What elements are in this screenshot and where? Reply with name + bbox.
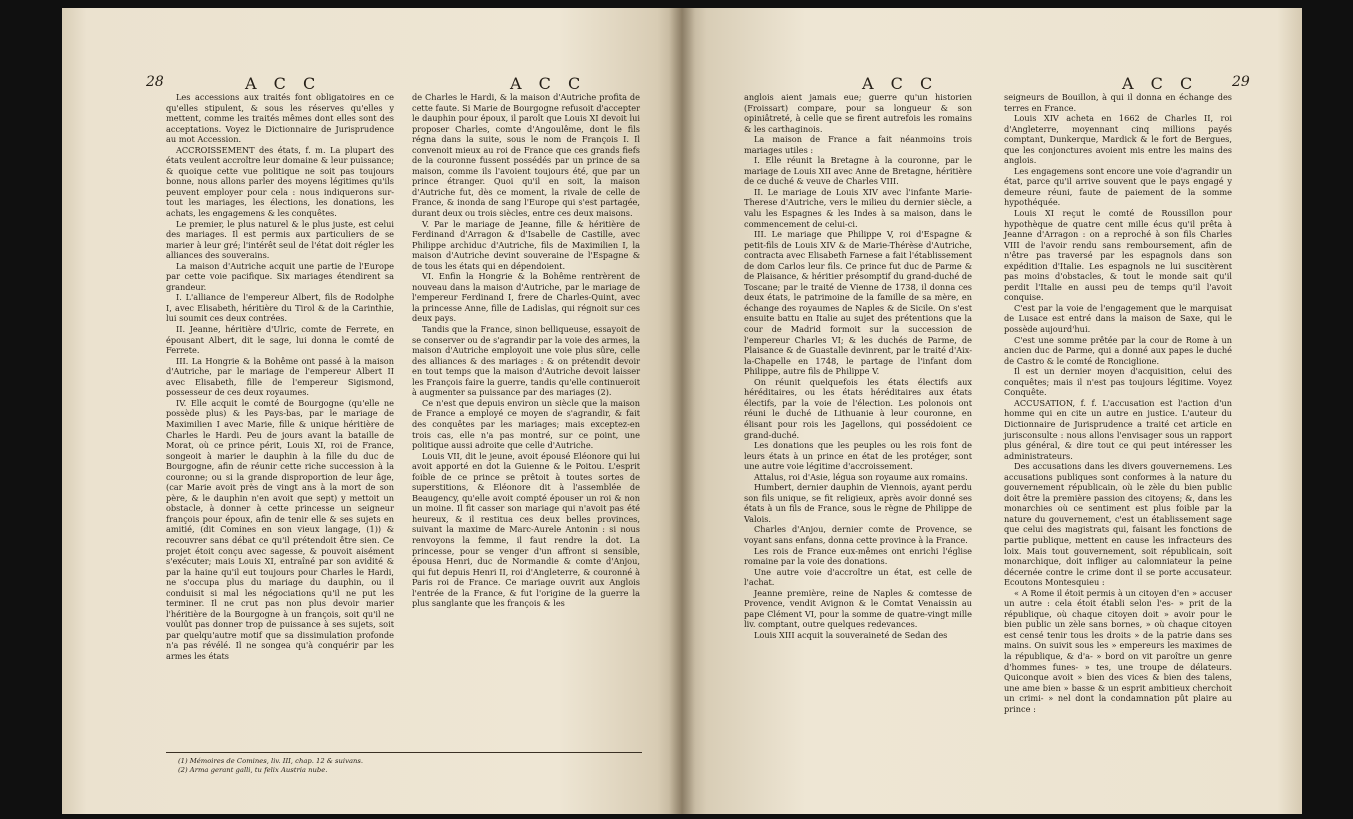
paragraph: « A Rome il étoit permis à un citoyen d'en » accuser un autre : cela étoit établi selon l'es- » prit de la république, où chaque citoyen doit » avoir pour le bien public un zèle sans bornes, » où chaque citoyen est censé tenir tous les droits » de la patrie dans ses mains. On suivit sous les » empereurs les maximes de la république, & d'a- » bord on vit paroître un genre d'hommes funes- » tes, une troupe de délateurs. Quiconque avoit » bien des vices & bien des talens, une ame bien » basse & un esprit ambitieux cherchoit un crimi- » nel dont la condamnation pût plaire au prince : <box>1004 587 1232 714</box>
paragraph: III. Le mariage que Philippe V, roi d'Espagne & petit-fils de Louis XIV & de Marie-Thérèse d'Autriche, contracta avec Elisabeth Farnese a fait l'établissement de dom Carlos leur fils. Ce prince fut duc de Parme & de Plaisance, & héritier présomptif du grand-duché de Toscane; par le traité de Vienne de 1738, il donna ces deux états, le patrimoine de la famille de sa mère, en échange des royaumes de Naples & de Sicile. On s'est ensuite battu en Italie au sujet des prétentions que la cour de Madrid formoit sur la succession de l'empereur Charles VI; & les duchés de Parme, de Plaisance & de Guastalle devinrent, par le traité d'Aix-la-Chapelle en 1748, le partage de l'infant dom Philippe, autre fils de Philippe V. <box>744 229 972 377</box>
page-number-left: 28 <box>146 74 164 90</box>
page-number-right: 29 <box>1232 74 1250 90</box>
paragraph: anglois aient jamais eue; guerre qu'un historien (Froissart) compare, pour sa longueur & son opiniâtreté, à celle que se firent autrefois les romains & les carthaginois. <box>744 92 972 134</box>
footnote: (2) Arma gerant galli, tu felix Austria nube. <box>178 766 328 774</box>
paragraph: On réunit quelquefois les états électifs aux héréditaires, ou les états héréditaires aux états électifs, par la voie de l'élection. Les polonois ont réuni le duché de Lithuanie à leur couronne, en élisant pour rois les Jagellons, qui possédoient ce grand-duché. <box>744 376 972 440</box>
right-page-column-1 <box>744 92 972 640</box>
paragraph: III. La Hongrie & la Bohême ont passé à la maison d'Autriche, par le mariage de l'empereur Albert II avec Elisabeth, fille de l'empereur Sigismond, possesseur de ces deux royaumes. <box>166 355 394 398</box>
paragraph: Le premier, le plus naturel & le plus juste, est celui des mariages. Il est permis aux particuliers de se marier à leur gré; l'intérêt seul de l'état doit régler les alliances des souverains. <box>166 218 394 261</box>
paragraph: Louis XI reçut le comté de Roussillon pour hypothèque de quatre cent mille écus qu'il prêta à Jeanne d'Arragon : on a reproché à son fils Charles VIII de l'avoir rendu sans remboursement, afin de n'être pas traversé par les espagnols dans son expédition d'Italie. Les espagnols ne lui suscitèrent pas moins d'obstacles, & tout le monde sait qu'il perdit l'Italie en aussi peu de temps qu'il l'avoit conquise. <box>1004 208 1232 303</box>
paragraph: Charles d'Anjou, dernier comte de Provence, se voyant sans enfans, donna cette province à la France. <box>744 524 972 545</box>
paragraph: La maison de France a fait néanmoins trois mariages utiles : <box>744 134 972 155</box>
left-header-left: A C C <box>245 74 322 93</box>
paragraph: ACCUSATION, f. f. L'accusation est l'action d'un homme qui en cite un autre en justice. L'auteur du Dictionnaire de Jurisprudence a traité cet article en jurisconsulte : nous allons l'envisager sous un rapport plus général, & dire tout ce qui peut intéresser les administrateurs. <box>1004 397 1232 461</box>
paragraph: Tandis que la France, sinon belliqueuse, essayoit de se conserver ou de s'agrandir par la voie des armes, la maison d'Autriche employoit une voie plus sûre, celle des alliances & des mariages : & on prétendit devoir en tout temps que la maison d'Autriche devoit laisser les François faire la guerre, tandis qu'elle continueroit à augmenter sa puissance par des mariages (2). <box>412 324 640 398</box>
paragraph: II. Jeanne, héritière d'Ulric, comte de Ferrete, en épousant Albert, dit le sage, lui donna le comté de Ferrete. <box>166 324 394 356</box>
footnote-rule <box>166 752 642 753</box>
paragraph: Louis VII, dit le jeune, avoit épousé Eléonore qui lui avoit apporté en dot la Guienne & le Poitou. L'esprit foible de ce prince se prêtoit à toutes sortes de superstitions, & Eléonore dit à l'assemblée de Beaugency, qu'elle avoit compté épouser un roi & non un moine. Il fit casser son mariage qui n'avoit pas été heureux, & il restitua ces deux belles provinces, suivant la maxime de Marc-Aurele Antonin : si nous renvoyons la femme, il faut rendre la dot. La princesse, pour se venger d'un affront si sensible, épousa Henri, duc de Normandie & comte d'Anjou, qui fut depuis Henri II, roi d'Angleterre, & couronné à Paris roi de France. Ce mariage ouvrit aux Anglois l'entrée de la France, & fut l'origine de la guerre la plus sanglante que les françois & les <box>412 450 640 609</box>
paragraph: Louis XIV acheta en 1662 de Charles II, roi d'Angleterre, moyennant cinq millions payés comptant, Dunkerque, Mardick & le fort de Bergues, que les conjonctures avoient mis entre les mains des anglois. <box>1004 113 1232 166</box>
paragraph: Il est un dernier moyen d'acquisition, celui des conquêtes; mais il n'est pas toujours légitime. Voyez Conquête. <box>1004 366 1232 398</box>
paragraph: Les accessions aux traités font obligatoires en ce qu'elles stipulent, & sous les réserves qu'elles y mettent, comme les traités mêmes dont elles sont des acceptations. Voyez le Dictionnaire de Jurisprudence au mot Accession. <box>166 92 394 145</box>
left-page <box>62 8 682 814</box>
paragraph: Les donations que les peuples ou les rois font de leurs états à un prince en état de les protéger, sont une autre voie légitime d'accroissement. <box>744 440 972 472</box>
left-header-right: A C C <box>510 74 587 93</box>
paragraph: Jeanne première, reine de Naples & comtesse de Provence, vendit Avignon & le Comtat Venaissin au pape Clément VI, pour la somme de quatre-vingt mille liv. comptant, outre quelques redevances. <box>744 587 972 630</box>
paragraph: Les engagemens sont encore une voie d'agrandir un état, parce qu'il arrive souvent que le pays engagé y demeure réuni, faute de paiement de la somme hypothéquée. <box>1004 165 1232 208</box>
paragraph: seigneurs de Bouillon, à qui il donna en échange des terres en France. <box>1004 92 1232 113</box>
right-header-right: A C C <box>1122 74 1199 93</box>
paragraph: C'est une somme prêtée par la cour de Rome à un ancien duc de Parme, qui a donné aux papes le duché de Castro & le comté de Ronciglione. <box>1004 334 1232 366</box>
paragraph: Attalus, roi d'Asie, légua son royaume aux romains. <box>754 471 968 482</box>
book-gutter <box>669 8 695 814</box>
left-page-column-1 <box>166 92 394 662</box>
paragraph: Une autre voie d'accroître un état, est celle de l'achat. <box>744 566 972 588</box>
paragraph: I. Elle réunit la Bretagne à la couronne, par le mariage de Louis XII avec Anne de Bretagne, héritière de ce duché & veuve de Charles VIII. <box>744 155 972 187</box>
open-book <box>62 8 1302 814</box>
paragraph: I. L'alliance de l'empereur Albert, fils de Rodolphe I, avec Elisabeth, héritière du Tirol & de la Carinthie, lui soumit ces deux contrées. <box>166 292 394 324</box>
paragraph: Des accusations dans les divers gouvernemens. Les accusations publiques sont conformes à la nature du gouvernement républicain, où le zèle du bien public doit être la première passion des citoyens; &, dans les monarchies où ce sentiment est plus foible par la nature du gouvernement, c'est un établissement sage que celui des magistrats qui, faisant les fonctions de partie publique, mettent en cause les infracteurs des loix. Mais tout gouvernement, soit républicain, soit monarchique, doit infliger au calomniateur la peine décernée contre le crime dont il se porte accusateur. Ecoutons Montesquieu : <box>1004 461 1232 588</box>
paragraph: de Charles le Hardi, & la maison d'Autriche profita de cette faute. Si Marie de Bourgogne refusoit d'accepter le dauphin pour époux, il paroît que Louis XI devoit lui proposer Charles, comte d'Angoulême, dont le fils régna dans la suite, sous le nom de François I. Il convenoit mieux au roi de France que ces grands fiefs de la couronne fussent possédés par un prince de sa maison, comme ils l'avoient toujours été, que par un prince étranger. Quoi qu'il en soit, la maison d'Autriche fut, dès ce moment, la rivale de celle de France, & inonda de sang l'Europe qui s'est partagée, durant deux ou trois siècles, entre ces deux maisons. <box>412 92 640 219</box>
paragraph: V. Par le mariage de Jeanne, fille & héritière de Ferdinand d'Arragon & d'Isabelle de Castille, avec Philippe archiduc d'Autriche, fils de Maximilien I, la maison d'Autriche devint souveraine de l'Espagne & de tous les états qui en dépendoient. <box>412 218 640 271</box>
paragraph: Humbert, dernier dauphin de Viennois, ayant perdu son fils unique, se fit religieux, après avoir donné ses états à un fils de France, sous le règne de Philippe de Valois. <box>744 482 972 524</box>
right-header-left: A C C <box>862 74 939 93</box>
paragraph: IV. Elle acquit le comté de Bourgogne (qu'elle ne possède plus) & les Pays-bas, par le mariage de Maximilien I avec Marie, fille & unique héritière de Charles le Hardi. Peu de jours avant la bataille de Morat, où ce prince périt, Louis XI, roi de France, songeoit à marier le dauphin à la fille du duc de Bourgogne, afin de réunir cette riche succession à la couronne; ou si la grande disproportion de leur âge, (car Marie avoit près de vingt ans à la mort de son père, & le dauphin n'en avoit que sept) y mettoit un obstacle, à donner à cette princesse un seigneur françois pour époux, afin de tenir elle & ses sujets en amitié, (dit Comines en son vieux langage, (1)) & recouvrer sans débat ce qu'il prétendoit être sien. Ce projet étoit conçu avec sagesse, & pouvoit aisément s'exécuter; mais Louis XI, entraîné par son avidité & par la haine qu'il eut toujours pour Charles le Hardi, ne s'occupa plus du mariage du dauphin, ou il conduisit si mal les négociations qu'il ne put les terminer. Il ne crut pas non plus devoir marier l'héritière de la Bourgogne à un françois, soit qu'il ne voulût pas donner trop de puissance à ses sujets, soit par quelqu'autre motif que sa dissimulation profonde n'a pas révélé. Il ne songea qu'à conquérir par les armes les états <box>166 397 394 661</box>
paragraph: La maison d'Autriche acquit une partie de l'Europe par cette voie pacifique. Six mariages étendirent sa grandeur. <box>166 260 394 292</box>
right-page <box>682 8 1302 814</box>
paragraph: VI. Enfin la Hongrie & la Bohême rentrèrent de nouveau dans la maison d'Autriche, par le mariage de l'empereur Ferdinand I, frere de Charles-Quint, avec la princesse Anne, fille de Ladislas, qui régnoit sur ces deux pays. <box>412 271 640 324</box>
paragraph: C'est par la voie de l'engagement que le marquisat de Lusace est entré dans la maison de Saxe, qui le possède aujourd'hui. <box>1004 302 1232 335</box>
paragraph: Ce n'est que depuis environ un siècle que la maison de France a employé ce moyen de s'agrandir, & fait des conquêtes par les mariages; mais exceptez-en trois cas, elle n'a pas montré, sur ce point, une politique aussi adroite que celle d'Autriche. <box>412 397 640 451</box>
footnotes <box>178 757 363 775</box>
left-page-column-2 <box>412 92 640 609</box>
footnote: (1) Mémoires de Comines, liv. III, chap. 12 & suivans. <box>178 757 364 765</box>
paragraph: Louis XIII acquit la souveraineté de Sedan des <box>754 629 948 640</box>
paragraph: II. Le mariage de Louis XIV avec l'infante Marie-Therese d'Autriche, vers le milieu du dernier siècle, a valu les Espagnes & les Indes à sa maison, dans le commencement de celui-ci. <box>744 186 972 229</box>
paragraph: Les rois de France eux-mêmes ont enrichi l'église romaine par la voie des donations. <box>744 545 972 567</box>
right-page-column-2 <box>1004 92 1232 714</box>
paragraph: ACCROISSEMENT des états, f. m. La plupart des états veulent accroître leur domaine & leur puissance; & quoique cette vue politique ne soit pas toujours bonne, nous allons parler des moyens légitimes qu'ils peuvent employer pour cela : nous indiquerons sur-tout les mariages, les élections, les donations, les achats, les engagemens & les conquêtes. <box>166 144 394 219</box>
